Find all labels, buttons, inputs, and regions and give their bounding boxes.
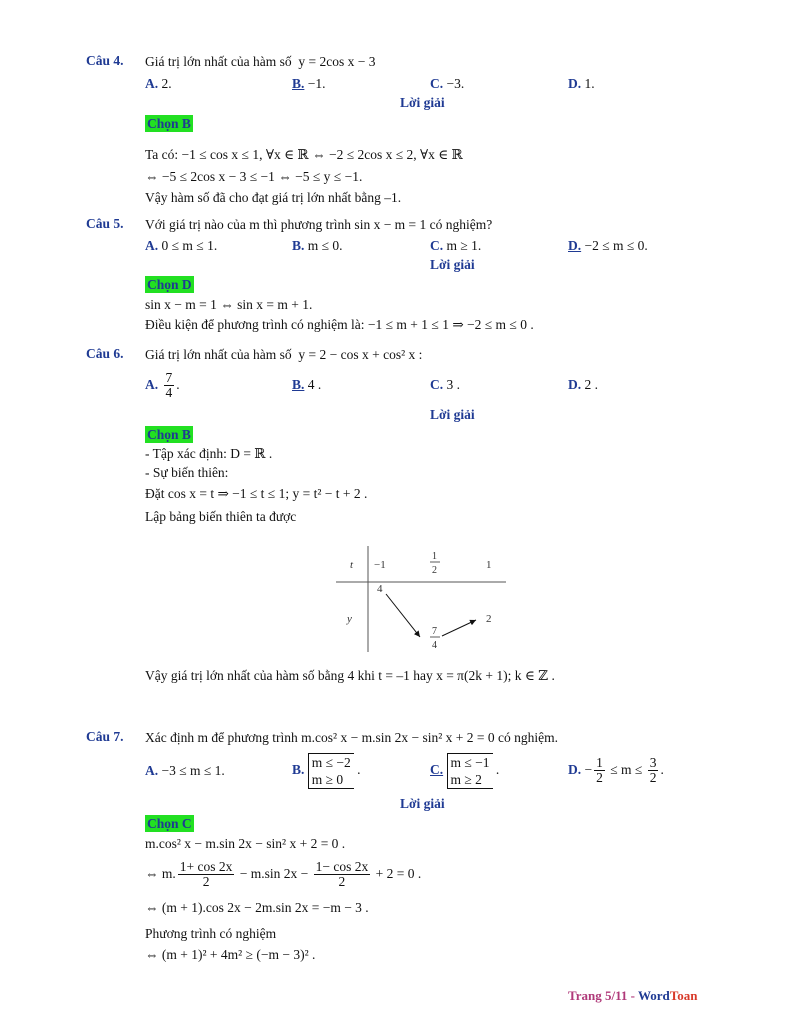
q5-solution-title: Lời giải: [430, 257, 475, 272]
q6-table-t-half-num: 1: [432, 551, 437, 562]
q6-table-y-label: y: [347, 613, 352, 625]
q5-solution-line-2: Điều kiện để phương trình có nghiệm là: −1 ≤ m + 1 ≤ 1 ⇒ −2 ≤ m ≤ 0 .: [145, 317, 534, 332]
q6-table-y-min-num: 7: [432, 626, 437, 637]
q6-table-arrow-down: [386, 594, 420, 637]
q4-choice-badge: Chọn B: [147, 116, 191, 131]
q6-text: [145, 346, 422, 364]
q6-table-t-half-den: 2: [432, 565, 437, 576]
q5-option-a: A. 0 ≤ m ≤ 1.: [145, 238, 218, 253]
q7-line2-frac-2: $\frac{1- \cos 2x}{2}$: [315, 859, 369, 890]
q5-option-d: D. −2 ≤ m ≤ 0.: [568, 238, 648, 253]
q7-solution-line-5: ⇔ (m + 1)² + 4m² ≥ (−m − 3)² .: [145, 947, 316, 962]
q4-solution-title: Lời giải: [400, 95, 445, 110]
q4-function: y = 2cos x − 3: [298, 54, 376, 69]
q6-conclusion: Vậy giá trị lớn nhất của hàm số bằng 4 khi t = –1 hay x = π(2k + 1); k ∈ ℤ .: [145, 668, 555, 683]
q7-option-c-system: m ≤ −1 m ≥ 2: [447, 753, 493, 789]
q6-function: y = 2 − cos x + cos² x :: [298, 347, 423, 362]
q6-option-c: C. 3 .: [430, 377, 460, 392]
q5-question: Với giá trị nào của m thì phương trình sin x − m = 1 có nghiệm?: [145, 217, 493, 232]
q7-option-d: D. − $\frac{1}{2}$ ≤ m ≤ $\frac{3}{2}$ .: [568, 755, 664, 786]
q7-option-d-frac-2: $\frac{3}{2}$: [649, 755, 657, 786]
q6-solution-line-4: Lập bảng biến thiên ta được: [145, 509, 297, 524]
q4-solution-line-2: ⇔ −5 ≤ 2cos x − 3 ≤ −1 ⇔ −5 ≤ y ≤ −1.: [145, 169, 363, 184]
q6-table-y-end: 2: [486, 613, 492, 625]
q7-option-b: B. m ≤ −2 m ≥ 0 .: [292, 754, 361, 787]
q6-option-a: A. $\frac{7}{4}$ .: [145, 370, 180, 401]
q7-solution-line-4: Phương trình có nghiệm: [145, 926, 277, 941]
q7-solution-title: Lời giải: [400, 796, 445, 811]
q4-question: Giá trị lớn nhất của hàm số: [145, 54, 292, 69]
q7-solution-line-2: ⇔ m. $\frac{1+ \cos 2x}{2}$ − m.sin 2x − $\frac{1- \cos 2x}{2}$ + 2 = 0 .: [145, 859, 422, 890]
q4-text: [145, 53, 375, 71]
footer-brand-toan: Toan: [669, 988, 698, 1003]
q6-question: Giá trị lớn nhất của hàm số: [145, 347, 292, 362]
q4-option-d: D. 1.: [568, 76, 595, 91]
q6-option-d: D. 2 .: [568, 377, 598, 392]
footer-brand-word: Word: [637, 988, 670, 1003]
q7-choice-badge: Chọn C: [147, 816, 192, 831]
q4-number: Câu 4.: [86, 53, 124, 68]
q4-solution-line-1: Ta có: −1 ≤ cos x ≤ 1, ∀x ∈ ℝ ⇔ −2 ≤ 2cos x ≤ 2, ∀x ∈ ℝ: [145, 147, 463, 162]
q5-choice-badge: Chọn D: [147, 277, 192, 292]
q7-number: Câu 7.: [86, 729, 124, 744]
q6-choice-badge: Chọn B: [147, 427, 191, 442]
q5-number: Câu 5.: [86, 216, 124, 231]
q7-option-a: A. −3 ≤ m ≤ 1.: [145, 763, 225, 778]
q6-solution-line-1: - Tập xác định: D = ℝ .: [145, 446, 273, 461]
q7-solution-line-3: ⇔ (m + 1).cos 2x − 2m.sin 2x = −m − 3 .: [145, 900, 369, 915]
q6-table-arrow-up: [442, 620, 476, 636]
q7-line2-frac-1: $\frac{1+ \cos 2x}{2}$: [179, 859, 233, 890]
q7-option-c: C. m ≤ −1 m ≥ 2 .: [430, 754, 500, 787]
q7-question: Xác định m để phương trình m.cos² x − m.sin 2x − sin² x + 2 = 0 có nghiệm.: [145, 730, 558, 745]
q6-table-y-max: 4: [377, 583, 383, 595]
q6-solution-title: Lời giải: [430, 407, 475, 422]
q4-option-b: B. −1.: [292, 76, 326, 91]
q7-solution-line-1: m.cos² x − m.sin 2x − sin² x + 2 = 0 .: [145, 836, 346, 851]
q6-table-y-min-den: 4: [432, 640, 437, 651]
q6-table-t-one: 1: [486, 559, 492, 571]
q4-option-a: A. 2.: [145, 76, 172, 91]
q7-option-d-frac-1: $\frac{1}{2}$: [596, 755, 603, 786]
q6-solution-line-3: Đặt cos x = t ⇒ −1 ≤ t ≤ 1; y = t² − t + 2 .: [145, 486, 368, 501]
q6-variation-table: [330, 544, 510, 656]
q5-option-c: C. m ≥ 1.: [430, 238, 482, 253]
q6-option-b: B. 4 .: [292, 377, 322, 392]
q6-option-a-fraction: $\frac{7}{4}$: [165, 370, 173, 401]
q6-solution-line-2: - Sự biến thiên:: [145, 465, 229, 480]
q6-table-t-label: t: [350, 559, 354, 571]
footer-page-number: Trang 5/11 -: [568, 988, 638, 1003]
q4-solution-line-3: Vậy hàm số đã cho đạt giá trị lớn nhất bằng –1.: [145, 190, 402, 205]
q6-number: Câu 6.: [86, 346, 124, 361]
q4-option-c: C. −3.: [430, 76, 465, 91]
page-footer: [568, 988, 697, 1004]
q7-option-b-system: m ≤ −2 m ≥ 0: [308, 753, 354, 789]
q6-table-t-minus-one: −1: [374, 559, 386, 571]
q5-solution-line-1: sin x − m = 1 ⇔ sin x = m + 1.: [145, 297, 313, 312]
q5-option-b: B. m ≤ 0.: [292, 238, 343, 253]
